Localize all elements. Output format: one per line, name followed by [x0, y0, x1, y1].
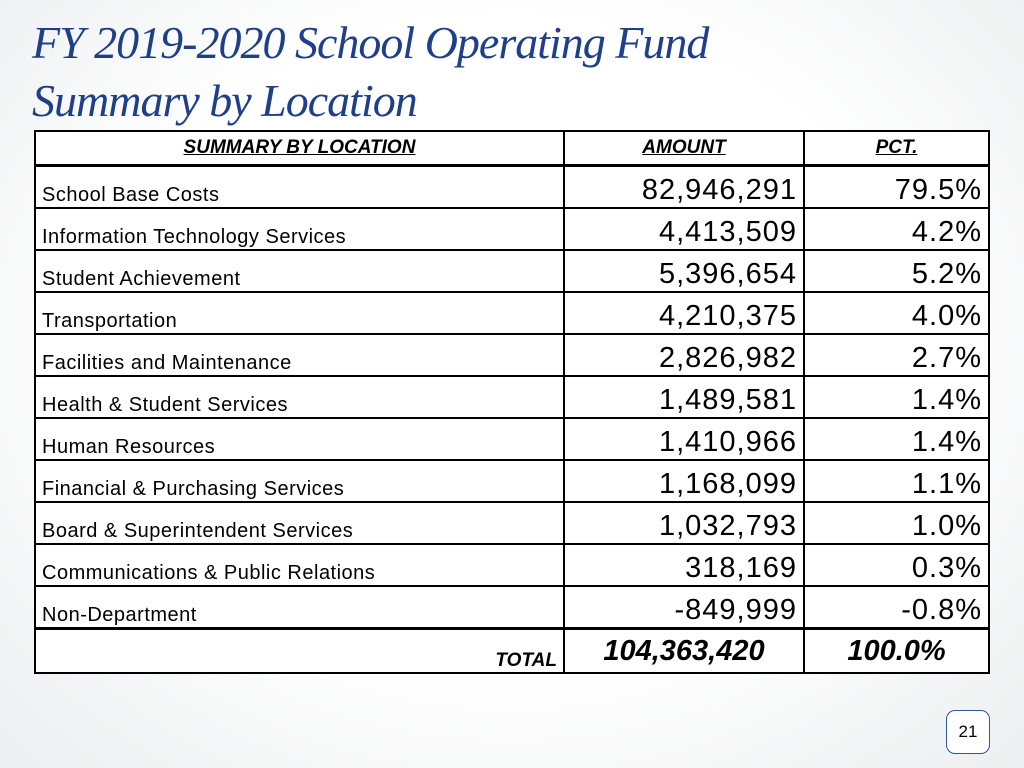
- header-pct: PCT.: [804, 131, 989, 166]
- header-amount: AMOUNT: [564, 131, 804, 166]
- table-row: [35, 544, 989, 586]
- header-location: SUMMARY BY LOCATION: [35, 131, 564, 166]
- amount-cell: 1,168,099: [564, 460, 804, 502]
- total-amount: 104,363,420: [564, 629, 804, 674]
- amount-cell: 1,489,581: [564, 376, 804, 418]
- table-header-row: [35, 131, 989, 166]
- location-cell: Student Achievement: [35, 250, 564, 292]
- location-cell: Non-Department: [35, 586, 564, 629]
- pct-cell: 79.5%: [804, 166, 989, 209]
- location-cell: Communications & Public Relations: [35, 544, 564, 586]
- table-row: [35, 250, 989, 292]
- amount-cell: 4,210,375: [564, 292, 804, 334]
- amount-cell: 1,032,793: [564, 502, 804, 544]
- total-row: [35, 629, 989, 674]
- page-number-badge: 21: [946, 710, 990, 754]
- pct-cell: 1.4%: [804, 418, 989, 460]
- table-row: [35, 292, 989, 334]
- amount-cell: -849,999: [564, 586, 804, 629]
- location-cell: Information Technology Services: [35, 208, 564, 250]
- table-row: [35, 334, 989, 376]
- summary-table: [34, 130, 990, 674]
- table-row: [35, 376, 989, 418]
- table-row: [35, 208, 989, 250]
- table-row: [35, 586, 989, 629]
- amount-cell: 4,413,509: [564, 208, 804, 250]
- pct-cell: 5.2%: [804, 250, 989, 292]
- amount-cell: 82,946,291: [564, 166, 804, 209]
- pct-cell: 1.4%: [804, 376, 989, 418]
- pct-cell: 2.7%: [804, 334, 989, 376]
- total-label: TOTAL: [35, 629, 564, 674]
- table-row: [35, 418, 989, 460]
- location-cell: Human Resources: [35, 418, 564, 460]
- location-cell: Facilities and Maintenance: [35, 334, 564, 376]
- location-cell: School Base Costs: [35, 166, 564, 209]
- location-cell: Transportation: [35, 292, 564, 334]
- pct-cell: 0.3%: [804, 544, 989, 586]
- slide-title: [32, 14, 708, 130]
- slide-title-line-1: FY 2019-2020 School Operating Fund: [32, 17, 709, 68]
- pct-cell: 4.0%: [804, 292, 989, 334]
- table-row: [35, 166, 989, 209]
- location-cell: Board & Superintendent Services: [35, 502, 564, 544]
- table-row: [35, 502, 989, 544]
- pct-cell: 1.0%: [804, 502, 989, 544]
- amount-cell: 2,826,982: [564, 334, 804, 376]
- amount-cell: 1,410,966: [564, 418, 804, 460]
- amount-cell: 5,396,654: [564, 250, 804, 292]
- amount-cell: 318,169: [564, 544, 804, 586]
- table-row: [35, 460, 989, 502]
- pct-cell: -0.8%: [804, 586, 989, 629]
- location-cell: Health & Student Services: [35, 376, 564, 418]
- location-cell: Financial & Purchasing Services: [35, 460, 564, 502]
- total-pct: 100.0%: [804, 629, 989, 674]
- slide-title-line-2: Summary by Location: [32, 75, 417, 126]
- pct-cell: 4.2%: [804, 208, 989, 250]
- pct-cell: 1.1%: [804, 460, 989, 502]
